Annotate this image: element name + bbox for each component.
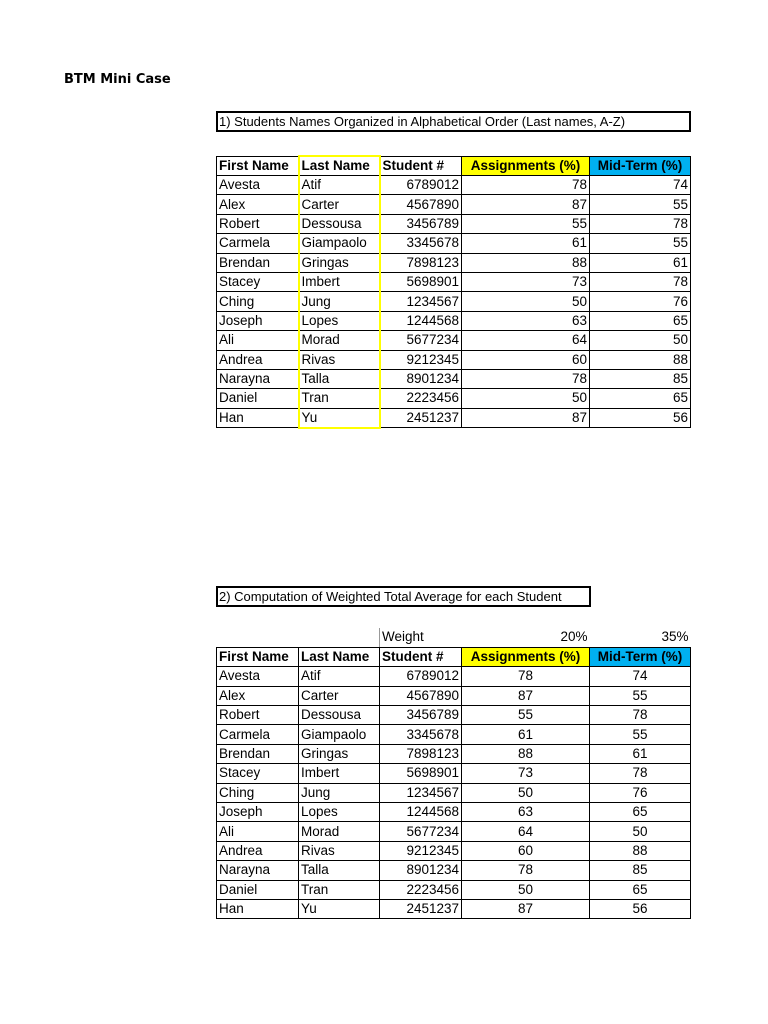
table-header-row [217, 156, 691, 176]
cell-assignments: 88 [462, 253, 590, 272]
cell-first-name: Alex [217, 686, 299, 705]
cell-last-name: Tran [299, 389, 380, 408]
cell-first-name: Ching [217, 783, 299, 802]
table-row [217, 253, 691, 272]
cell-last-name: Tran [299, 880, 380, 899]
table-row [217, 292, 691, 311]
cell-midterm: 65 [590, 389, 691, 408]
cell-midterm: 88 [590, 841, 691, 860]
cell-last-name: Giampaolo [299, 725, 380, 744]
header-midterm: Mid-Term (%) [590, 156, 691, 176]
table-row [217, 350, 691, 369]
table-row [217, 725, 691, 744]
cell-assignments: 63 [462, 803, 590, 822]
cell-assignments: 64 [462, 822, 590, 841]
cell-assignments: 87 [462, 686, 590, 705]
document-title: BTM Mini Case [64, 72, 171, 87]
cell-midterm: 74 [590, 176, 691, 195]
cell-assignments: 73 [462, 272, 590, 291]
cell-first-name: Daniel [217, 389, 299, 408]
cell-student-number: 5698901 [380, 764, 462, 783]
header-assignments: Assignments (%) [462, 647, 590, 666]
cell-first-name: Stacey [217, 272, 299, 291]
table-row [217, 822, 691, 841]
cell-midterm: 78 [590, 706, 691, 725]
cell-assignments: 78 [462, 861, 590, 880]
cell-first-name: Daniel [217, 880, 299, 899]
table-row [217, 783, 691, 802]
cell-student-number: 7898123 [380, 744, 462, 763]
table-row [217, 803, 691, 822]
header-first-name: First Name [217, 647, 299, 666]
cell-student-number: 9212345 [380, 350, 462, 369]
cell-assignments: 50 [462, 389, 590, 408]
cell-assignments: 50 [462, 783, 590, 802]
cell-first-name: Ching [217, 292, 299, 311]
cell-first-name: Alex [217, 195, 299, 214]
cell-first-name: Joseph [217, 311, 299, 330]
cell-first-name: Ali [217, 822, 299, 841]
cell-midterm: 65 [590, 803, 691, 822]
cell-student-number: 4567890 [380, 195, 462, 214]
cell-first-name: Narayna [217, 861, 299, 880]
weight-midterm: 35% [590, 628, 691, 647]
cell-last-name: Giampaolo [299, 234, 380, 253]
table-row [217, 899, 691, 918]
cell-first-name: Han [217, 899, 299, 918]
cell-midterm: 55 [590, 195, 691, 214]
cell-last-name: Rivas [299, 350, 380, 369]
weight-assignments: 20% [462, 628, 590, 647]
table-row [217, 880, 691, 899]
cell-first-name: Narayna [217, 369, 299, 388]
table-row [217, 744, 691, 763]
cell-assignments: 61 [462, 234, 590, 253]
cell-last-name: Talla [299, 369, 380, 388]
weight-spacer [217, 628, 299, 647]
cell-last-name: Yu [299, 899, 380, 918]
cell-assignments: 63 [462, 311, 590, 330]
table-row [217, 234, 691, 253]
table-row [217, 311, 691, 330]
cell-student-number: 4567890 [380, 686, 462, 705]
cell-student-number: 2451237 [380, 899, 462, 918]
cell-midterm: 78 [590, 764, 691, 783]
cell-midterm: 55 [590, 234, 691, 253]
cell-midterm: 88 [590, 350, 691, 369]
cell-last-name: Atif [299, 176, 380, 195]
table-row [217, 389, 691, 408]
cell-midterm: 85 [590, 369, 691, 388]
section1-caption: 1) Students Names Organized in Alphabetical Order (Last names, A-Z) [216, 111, 691, 132]
cell-student-number: 2223456 [380, 880, 462, 899]
cell-student-number: 5698901 [380, 272, 462, 291]
cell-last-name: Gringas [299, 253, 380, 272]
cell-midterm: 74 [590, 667, 691, 686]
cell-student-number: 3345678 [380, 725, 462, 744]
header-student-number: Student # [380, 647, 462, 666]
cell-midterm: 85 [590, 861, 691, 880]
cell-last-name: Imbert [299, 764, 380, 783]
cell-assignments: 78 [462, 369, 590, 388]
table-row [217, 214, 691, 233]
cell-last-name: Imbert [299, 272, 380, 291]
table-row [217, 195, 691, 214]
cell-midterm: 65 [590, 880, 691, 899]
cell-assignments: 88 [462, 744, 590, 763]
cell-student-number: 5677234 [380, 822, 462, 841]
cell-midterm: 61 [590, 744, 691, 763]
cell-last-name: Morad [299, 822, 380, 841]
cell-assignments: 50 [462, 292, 590, 311]
cell-student-number: 7898123 [380, 253, 462, 272]
cell-last-name: Carter [299, 195, 380, 214]
cell-midterm: 55 [590, 725, 691, 744]
cell-midterm: 56 [590, 408, 691, 428]
cell-student-number: 1244568 [380, 311, 462, 330]
table-row [217, 706, 691, 725]
cell-first-name: Avesta [217, 667, 299, 686]
table-row [217, 272, 691, 291]
cell-first-name: Han [217, 408, 299, 428]
sorted-students-table [216, 155, 691, 429]
header-student-number: Student # [380, 156, 462, 176]
table-row [217, 686, 691, 705]
cell-first-name: Joseph [217, 803, 299, 822]
cell-student-number: 3456789 [380, 214, 462, 233]
cell-first-name: Brendan [217, 744, 299, 763]
cell-student-number: 9212345 [380, 841, 462, 860]
table-row [217, 861, 691, 880]
cell-midterm: 50 [590, 822, 691, 841]
cell-first-name: Robert [217, 214, 299, 233]
cell-first-name: Ali [217, 331, 299, 350]
cell-first-name: Stacey [217, 764, 299, 783]
cell-first-name: Andrea [217, 350, 299, 369]
cell-assignments: 87 [462, 408, 590, 428]
table-row [217, 841, 691, 860]
cell-midterm: 56 [590, 899, 691, 918]
table-header-row [217, 647, 691, 666]
cell-assignments: 50 [462, 880, 590, 899]
cell-student-number: 6789012 [380, 667, 462, 686]
cell-student-number: 8901234 [380, 861, 462, 880]
cell-assignments: 60 [462, 841, 590, 860]
cell-midterm: 78 [590, 272, 691, 291]
cell-student-number: 5677234 [380, 331, 462, 350]
cell-student-number: 3345678 [380, 234, 462, 253]
cell-assignments: 64 [462, 331, 590, 350]
cell-first-name: Robert [217, 706, 299, 725]
section2-caption: 2) Computation of Weighted Total Average for each Student [216, 586, 591, 607]
cell-last-name: Atif [299, 667, 380, 686]
cell-last-name: Rivas [299, 841, 380, 860]
cell-midterm: 76 [590, 783, 691, 802]
cell-midterm: 76 [590, 292, 691, 311]
cell-last-name: Carter [299, 686, 380, 705]
cell-assignments: 55 [462, 214, 590, 233]
cell-midterm: 78 [590, 214, 691, 233]
cell-assignments: 55 [462, 706, 590, 725]
cell-last-name: Yu [299, 408, 380, 428]
cell-assignments: 87 [462, 195, 590, 214]
cell-last-name: Dessousa [299, 214, 380, 233]
cell-last-name: Jung [299, 292, 380, 311]
header-assignments: Assignments (%) [462, 156, 590, 176]
cell-student-number: 8901234 [380, 369, 462, 388]
cell-student-number: 1234567 [380, 292, 462, 311]
cell-last-name: Dessousa [299, 706, 380, 725]
header-last-name: Last Name [299, 647, 380, 666]
cell-assignments: 73 [462, 764, 590, 783]
cell-first-name: Carmela [217, 234, 299, 253]
table-row [217, 764, 691, 783]
header-midterm: Mid-Term (%) [590, 647, 691, 666]
weight-spacer [299, 628, 380, 647]
cell-student-number: 6789012 [380, 176, 462, 195]
weight-label: Weight [380, 628, 462, 647]
cell-assignments: 87 [462, 899, 590, 918]
cell-last-name: Lopes [299, 803, 380, 822]
cell-last-name: Morad [299, 331, 380, 350]
cell-student-number: 1244568 [380, 803, 462, 822]
cell-student-number: 3456789 [380, 706, 462, 725]
table-row [217, 331, 691, 350]
cell-first-name: Brendan [217, 253, 299, 272]
cell-first-name: Andrea [217, 841, 299, 860]
cell-first-name: Avesta [217, 176, 299, 195]
weight-row [217, 628, 691, 647]
cell-midterm: 50 [590, 331, 691, 350]
cell-assignments: 78 [462, 667, 590, 686]
header-first-name: First Name [217, 156, 299, 176]
table-row [217, 408, 691, 428]
cell-assignments: 61 [462, 725, 590, 744]
cell-midterm: 65 [590, 311, 691, 330]
cell-assignments: 78 [462, 176, 590, 195]
table-row [217, 369, 691, 388]
cell-last-name: Gringas [299, 744, 380, 763]
cell-last-name: Lopes [299, 311, 380, 330]
table-row [217, 176, 691, 195]
cell-student-number: 2223456 [380, 389, 462, 408]
weighted-average-table [216, 628, 691, 919]
cell-midterm: 55 [590, 686, 691, 705]
cell-student-number: 1234567 [380, 783, 462, 802]
cell-student-number: 2451237 [380, 408, 462, 428]
cell-last-name: Jung [299, 783, 380, 802]
cell-assignments: 60 [462, 350, 590, 369]
cell-last-name: Talla [299, 861, 380, 880]
cell-first-name: Carmela [217, 725, 299, 744]
cell-midterm: 61 [590, 253, 691, 272]
header-last-name: Last Name [299, 156, 380, 176]
table-row [217, 667, 691, 686]
